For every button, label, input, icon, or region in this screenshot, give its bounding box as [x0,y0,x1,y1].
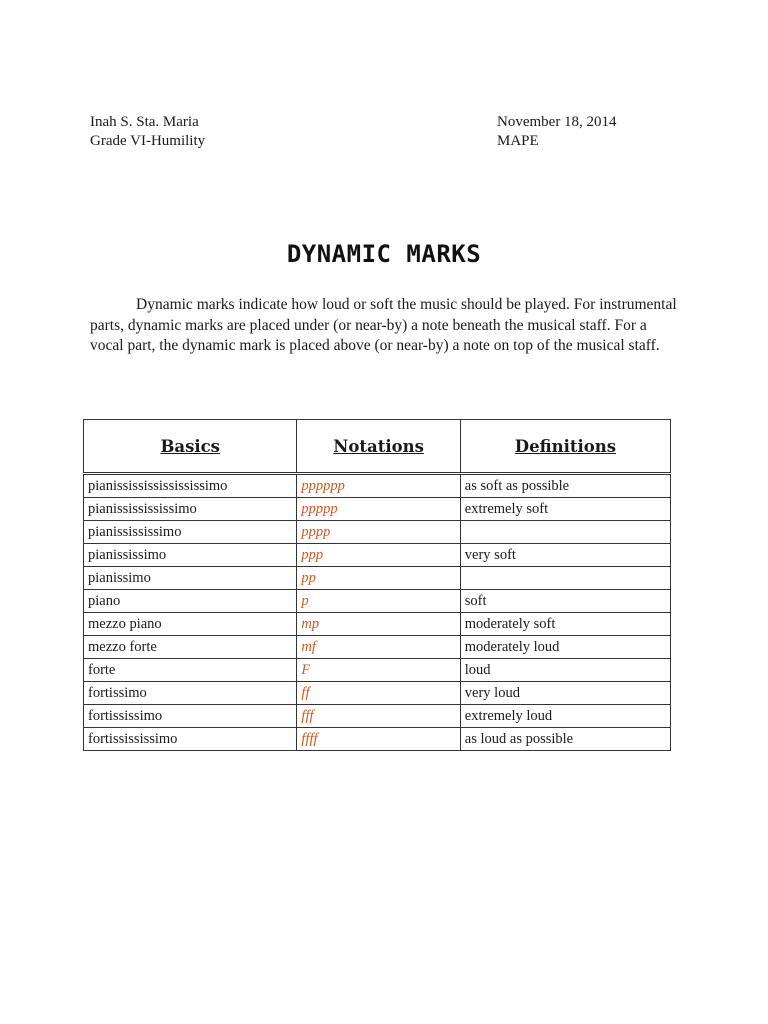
definition-cell: extremely soft [460,498,670,521]
notation-cell: ffff [297,728,460,751]
table-row [84,498,671,521]
table-row [84,474,671,498]
student-info [90,113,205,151]
table-body [84,474,671,751]
definition-cell [460,521,670,544]
basic-cell: fortississimo [84,705,297,728]
definition-cell: loud [460,659,670,682]
date-subject-info [497,113,617,151]
notation-cell: ppppp [297,498,460,521]
definition-cell: moderately loud [460,636,670,659]
table-row [84,590,671,613]
basic-cell: mezzo forte [84,636,297,659]
table-row [84,567,671,590]
table-row [84,705,671,728]
student-name: Inah S. Sta. Maria [90,114,199,130]
basic-cell: pianissississimo [84,521,297,544]
notation-cell: p [297,590,460,613]
notation-cell: mf [297,636,460,659]
notation-cell: pppppp [297,474,460,498]
table-row [84,613,671,636]
table-row [84,682,671,705]
definition-cell: extremely loud [460,705,670,728]
notation-cell: F [297,659,460,682]
basic-cell: pianississimo [84,544,297,567]
basic-cell: pianississississississimo [84,474,297,498]
subject-name: MAPE [497,133,539,149]
basic-cell: fortissimo [84,682,297,705]
definition-cell: as soft as possible [460,474,670,498]
table-row [84,521,671,544]
dynamic-marks-table [83,419,671,751]
header-definitions: Definitions [460,420,670,474]
header-notations: Notations [297,420,460,474]
notation-cell: mp [297,613,460,636]
definition-cell: soft [460,590,670,613]
page-title: DYNAMIC MARKS [286,240,482,268]
basic-cell: pianissimo [84,567,297,590]
student-grade: Grade VI-Humility [90,133,206,149]
notation-cell: ff [297,682,460,705]
document-date: November 18, 2014 [497,114,617,130]
basic-cell: mezzo piano [84,613,297,636]
basic-cell: fortissississimo [84,728,297,751]
definition-cell: very loud [460,682,670,705]
notation-cell: pp [297,567,460,590]
table-row [84,728,671,751]
table-row [84,636,671,659]
definition-cell: moderately soft [460,613,670,636]
definition-cell: as loud as possible [460,728,670,751]
table-header-row [84,420,671,474]
notation-cell: ppp [297,544,460,567]
notation-cell: pppp [297,521,460,544]
intro-paragraph: Dynamic marks indicate how loud or soft the music should be played. For instrumental parts, dynamic marks are placed under (or near-by) a note beneath the musical staff. For a vocal part, the dynamic mark is placed above (or near-by) a note on top of the musical staff. [90,296,677,354]
notation-cell: fff [297,705,460,728]
header-basics: Basics [84,420,297,474]
table-row [84,544,671,567]
definition-cell: very soft [460,544,670,567]
basic-cell: forte [84,659,297,682]
definition-cell [460,567,670,590]
basic-cell: pianississississimo [84,498,297,521]
basic-cell: piano [84,590,297,613]
table-row [84,659,671,682]
